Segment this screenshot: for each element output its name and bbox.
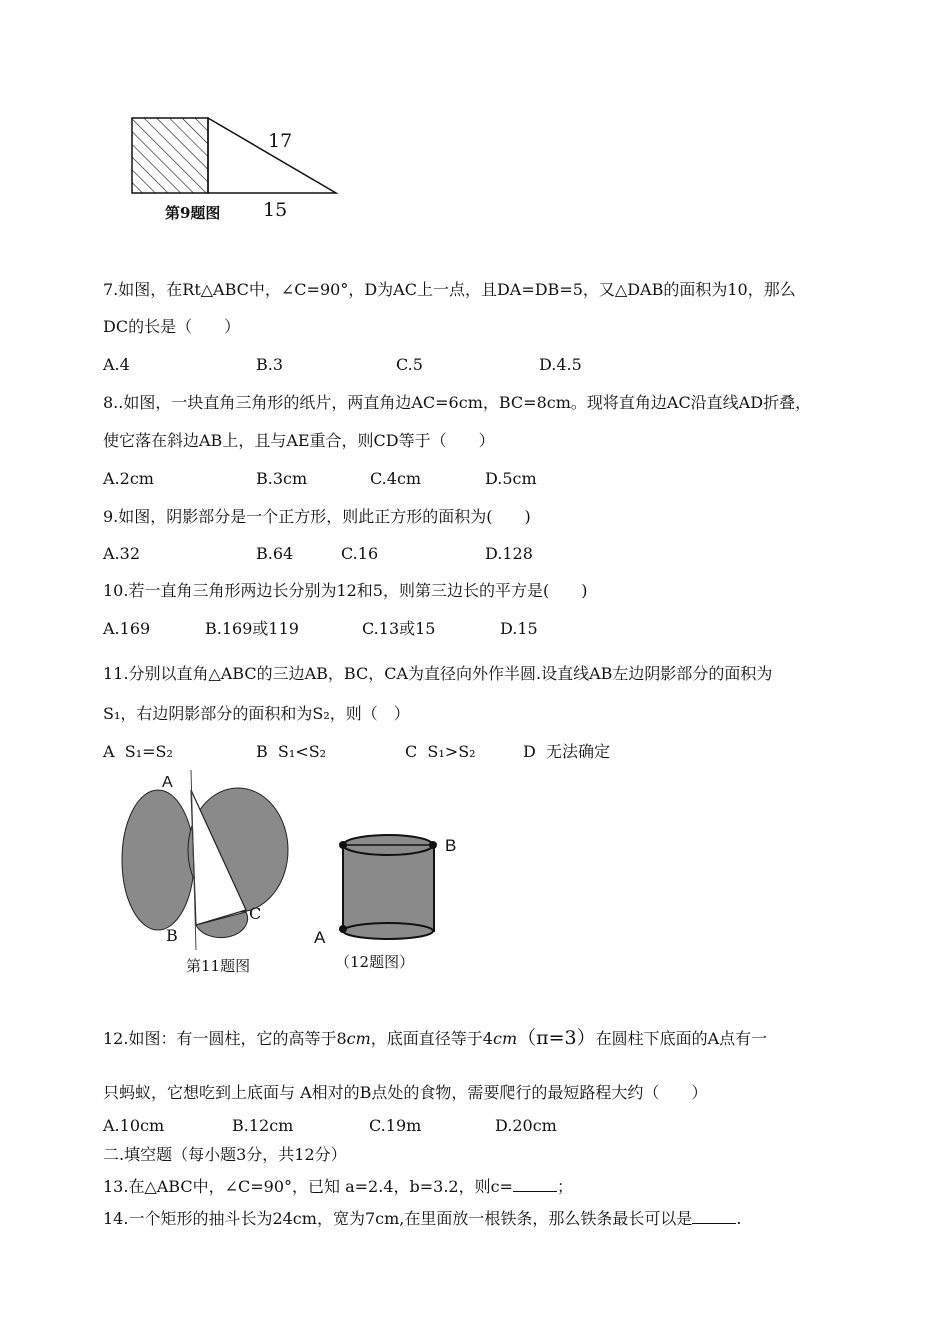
- q9-option-b: B.64: [256, 544, 294, 563]
- q11-option-d: D 无法确定: [523, 742, 611, 761]
- q12-unit1: cm: [346, 1029, 371, 1048]
- fig9-caption: 第9题图: [165, 204, 221, 222]
- fig11-caption: 第11题图: [186, 957, 251, 975]
- q9-line1: 9.如图，阴影部分是一个正方形，则此正方形的面积为( ): [103, 507, 531, 526]
- q11-option-b: B S₁<S₂: [256, 742, 327, 761]
- q13-text: 13.在△ABC中，∠C=90°，已知 a=2.4，b=3.2，则c=: [103, 1177, 513, 1196]
- q12-option-a: A.10cm: [103, 1116, 165, 1135]
- q12-line2: 只蚂蚁，它想吃到上底面与 A相对的B点处的食物，需要爬行的最短路程大约（ ）: [103, 1083, 708, 1102]
- q10-option-c: C.13或15: [362, 619, 436, 638]
- fig9-base-label: 15: [263, 199, 288, 221]
- q8-option-b: B.3cm: [256, 469, 308, 488]
- q7-option-c: C.5: [396, 355, 423, 374]
- q11-option-c: C S₁>S₂: [405, 742, 476, 761]
- semicircle-left: [122, 790, 194, 930]
- q11-line2: S₁，右边阴影部分的面积和为S₂，则（ ）: [103, 704, 410, 723]
- fig11-label-a: A: [162, 774, 173, 791]
- q9-option-c: C.16: [341, 544, 379, 563]
- q12-text-b: ，底面直径等于: [370, 1029, 483, 1048]
- q12-option-b: B.12cm: [232, 1116, 294, 1135]
- point-a: [339, 925, 347, 933]
- q14-answer-blank[interactable]: [692, 1209, 736, 1224]
- q7-option-b: B.3: [256, 355, 284, 374]
- q8-option-d: D.5cm: [485, 469, 537, 488]
- figure-12: [339, 835, 437, 939]
- q12-pi: （π=3）: [517, 1027, 596, 1049]
- q10-option-d: D.15: [500, 619, 538, 638]
- q12-text-c: 在圆柱下底面的A点有一: [595, 1029, 768, 1048]
- q10-option-b: B.169或119: [205, 619, 299, 638]
- q12-option-d: D.20cm: [495, 1116, 557, 1135]
- q12-unit2: cm: [492, 1029, 518, 1048]
- q12-height: 8: [336, 1029, 347, 1048]
- q13-answer-blank[interactable]: [513, 1177, 557, 1192]
- figure-11: [122, 770, 288, 950]
- q12-option-c: C.19m: [369, 1116, 422, 1135]
- q9-option-a: A.32: [103, 544, 140, 563]
- q7-line2: DC的长是（ ）: [103, 317, 241, 336]
- q10-line1: 10.若一直角三角形两边长分别为12和5，则第三边长的平方是( ): [103, 581, 588, 600]
- point-b: [429, 841, 437, 849]
- q13-line: [103, 1177, 573, 1197]
- fig12-caption: （12题图）: [335, 953, 415, 971]
- fig12-label-a: A: [314, 928, 326, 947]
- q8-line1: 8..如图，一块直角三角形的纸片，两直角边AC=6cm，BC=8cm。现将直角边AC沿直线AD折叠，: [103, 393, 812, 412]
- q12-diameter: 4: [482, 1029, 493, 1048]
- q13-end: ；: [556, 1177, 573, 1196]
- q14-text: 14.一个矩形的抽斗长为24cm，宽为7cm,在里面放一根铁条，那么铁条最长可以是: [103, 1209, 693, 1228]
- shaded-square: [132, 118, 208, 193]
- q11-option-a: A S₁=S₂: [103, 742, 173, 761]
- q14-line: [103, 1209, 741, 1229]
- q7-option-a: A.4: [103, 355, 130, 374]
- q8-option-a: A.2cm: [103, 469, 154, 488]
- fig12-label-b: B: [445, 836, 457, 855]
- point-top-left: [339, 841, 347, 849]
- q12-text-a: 12.如图：有一圆柱，它的高等于: [103, 1029, 337, 1048]
- fig11-label-c: C: [249, 904, 262, 923]
- q8-option-c: C.4cm: [370, 469, 422, 488]
- q10-option-a: A.169: [103, 619, 151, 638]
- q12-line1: [103, 1028, 767, 1049]
- section2-title: 二.填空题（每小题3分，共12分）: [103, 1145, 347, 1164]
- figure-9: [132, 118, 336, 193]
- q14-end: .: [736, 1209, 742, 1228]
- q9-option-d: D.128: [485, 544, 533, 563]
- q11-line1: 11.分别以直角△ABC的三边AB，BC，CA为直径向外作半圆.设直线AB左边阴影部分的面积为: [103, 664, 773, 683]
- q7-line1: 7.如图，在Rt△ABC中，∠C=90°，D为AC上一点，且DA=DB=5，又△DAB的面积为10，那么: [103, 280, 796, 299]
- q7-option-d: D.4.5: [539, 355, 582, 374]
- q8-line2: 使它落在斜边AB上，且与AE重合，则CD等于（ ）: [103, 431, 495, 450]
- fig9-hypotenuse-label: 17: [268, 130, 293, 152]
- fig11-label-b: B: [166, 926, 178, 945]
